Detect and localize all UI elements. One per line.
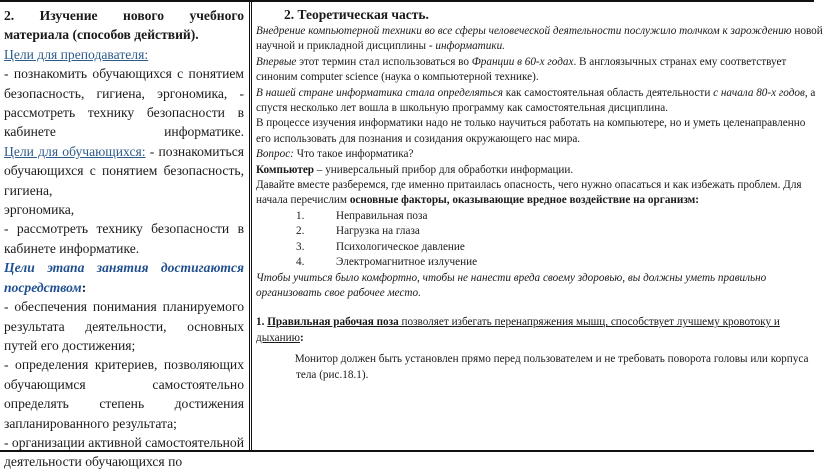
student-goals-text: - познакомиться обучающихся с понятием безопасность, гигиена, (4, 143, 244, 198)
theory-title: 2. Теоретическая часть. (284, 7, 429, 22)
means-item: - организации активной самостоятельной деятельности обучающихся по (4, 434, 245, 470)
intro-line: научной и прикладной дисциплины - информатики. (256, 40, 505, 53)
bullet-item-continuation: тела (рис.18.1). (296, 368, 369, 381)
student-goals-technique: - рассмотреть технику безопасности в кабинете информатике. (4, 221, 244, 256)
bullet-item: Монитор должен быть установлен прямо перед пользователем и не требовать поворота головы или корпуса (294, 353, 809, 366)
stage-heading: 2. Изучение нового учебного материала (способов действий). (4, 8, 244, 43)
intro-line: спустя несколько лет вошла в школьную программу как самостоятельная дисциплина. (256, 102, 669, 115)
means-colon: : (81, 279, 87, 295)
intro-line: его использовать для познания и созидания окружающего нас мира. (256, 132, 581, 145)
comfort-note: организовать свое рабочее место. (256, 286, 421, 299)
teacher-goals-text: - познакомить обучающихся с понятием безопасность, гигиена, эргономика, - рассмотреть технику безопасности в кабинете информатике. (4, 66, 244, 140)
spacer (256, 301, 812, 315)
posture-line: дыханию: (256, 331, 304, 344)
student-goals-label: Цели для обучающихся: (4, 143, 146, 159)
computer-definition: Компьютер – универсальный прибор для обработки информации. (256, 163, 574, 176)
teacher-goals-label: Цели для преподавателя: (4, 46, 149, 62)
intro-line: Внедрение компьютерной техники во все сферы человеческой деятельности послужило толчком к зарождению новой (256, 25, 823, 37)
intro-line: синоним computer science (наука о компьютерной технике). (256, 71, 539, 84)
student-goals-ergonomics: эргономика, (4, 202, 75, 218)
means-label: Цели этапа занятия достигаются посредством (4, 260, 244, 295)
column-divider (249, 2, 252, 450)
intro-line: начала перечислим основные факторы, оказывающие вредное воздействие на организм: (256, 194, 699, 207)
comfort-note: Чтобы учиться было комфортно, чтобы не нанести вреда своему здоровью, вы должны уметь правильно (256, 271, 767, 284)
means-item: - обеспечения понимания планируемого результата деятельности, основных путей его достижения; (4, 299, 244, 353)
left-column (4, 6, 244, 472)
factor-item: 2. Нагрузка на глаза (296, 225, 420, 238)
intro-line: В процессе изучения информатики надо не только научиться работать на компьютере, но и уметь целенаправленно (256, 117, 806, 130)
factor-item: 1. Неправильная поза (296, 209, 428, 222)
right-column (256, 6, 823, 383)
intro-line: В нашей стране информатика стала определяться как самостоятельная область деятельности с начала 80-х годов, а (256, 86, 816, 99)
intro-line: Впервые этот термин стал использоваться во Франции в 60-х годах. В англоязычных странах ему соответствует (256, 55, 787, 68)
factor-item: 4. Электромагнитное излучение (296, 256, 478, 269)
posture-line: 1. Правильная рабочая поза позволяет избегать перенапряжения мышц, способствует лучшему кровотоку и (256, 316, 780, 329)
means-item: - определения критериев, позволяющих обучающимся самостоятельно определять степень достижения запланированного результата; (4, 357, 244, 431)
intro-line: Давайте вместе разберемся, где именно притаилась опасность, чего нужно опасаться и как избежать проблем. Для (256, 179, 802, 192)
factor-item: 3. Психологическое давление (296, 240, 465, 253)
question-line: Вопрос: Что такое информатика? (256, 148, 414, 161)
